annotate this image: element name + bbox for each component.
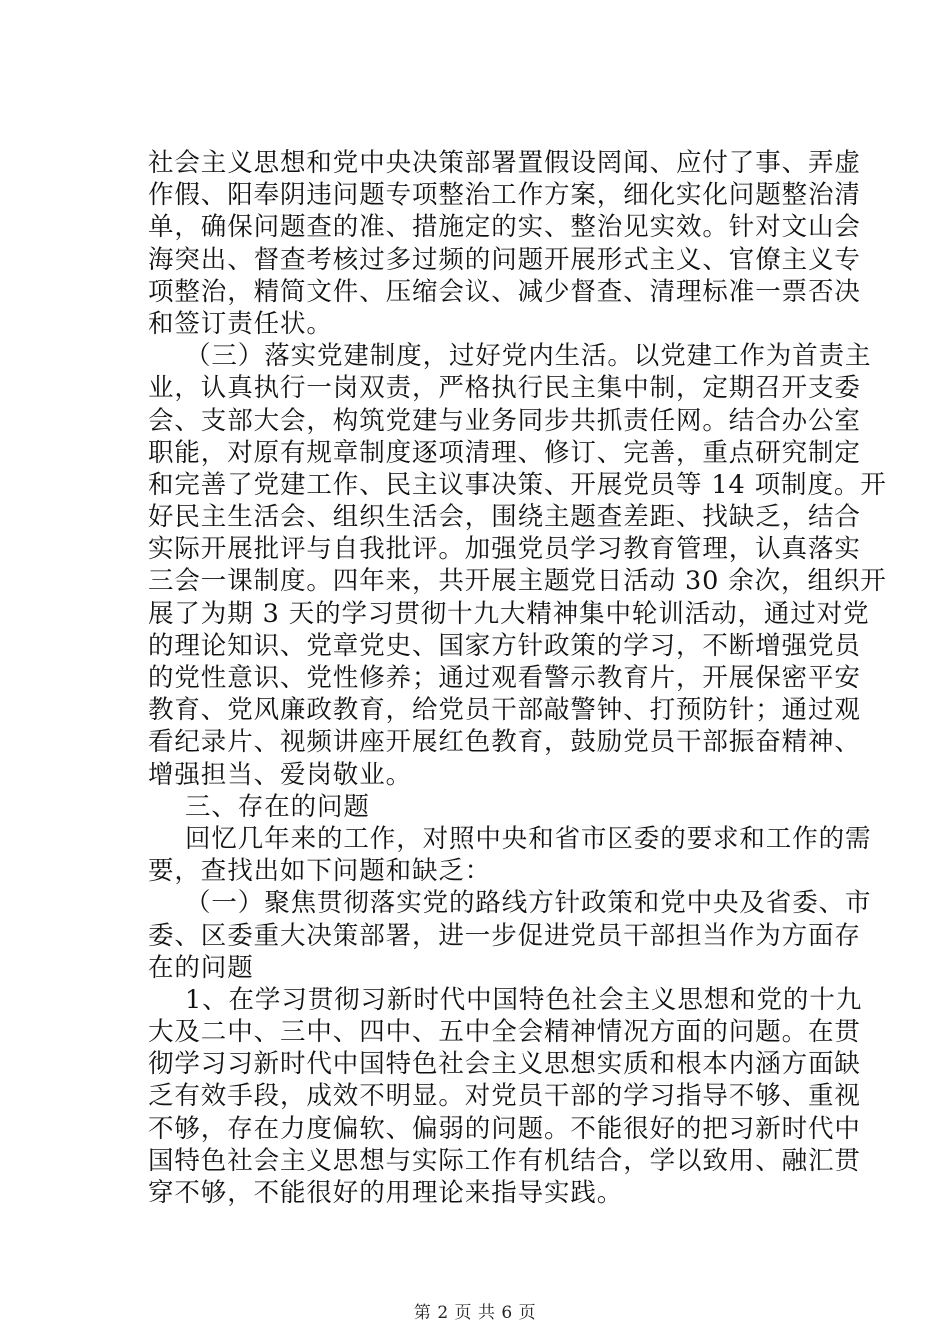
text-line: 国特色社会主义思想与实际工作有机结合，学以致用、融汇贯	[148, 1145, 861, 1176]
text-line: 实际开展批评与自我批评。加强党员学习教育管理，认真落实	[148, 534, 861, 565]
section-heading-problems: 三、存在的问题	[185, 791, 370, 822]
text-line: 好民主生活会、组织生活会，围绕主题查差距、找缺乏，结合	[148, 502, 861, 533]
text-line: 1、在学习贯彻习新时代中国特色社会主义思想和党的十九	[185, 984, 863, 1015]
text-line: 回忆几年来的工作，对照中央和省市区委的要求和工作的需	[185, 823, 872, 854]
text-line: 社会主义思想和党中央决策部署置假设罔闻、应付了事、弄虚	[148, 148, 861, 178]
subsection-heading-1: （一）聚焦贯彻落实党的路线方针政策和党中央及省委、市	[185, 888, 872, 919]
text-line: 穿不够，不能很好的用理论来指导实践。	[148, 1178, 624, 1208]
text-line: 在的问题	[148, 952, 254, 983]
text-line: 项整治，精简文件、压缩会议、减少督查、清理标准一票否决	[148, 276, 861, 307]
text-line: 教育、党风廉政教育，给党员干部敲警钟、打预防针；通过观	[148, 695, 861, 726]
document-body	[148, 147, 887, 1209]
text-line: 的党性意识、党性修养；通过观看警示教育片，开展保密平安	[148, 663, 861, 693]
text-line: 看纪录片、视频讲座开展红色教育，鼓励党员干部振奋精神、	[148, 727, 861, 758]
section-heading-3: （三）落实党建制度，过好党内生活。以党建工作为首责主	[185, 341, 872, 372]
text-line: 乏有效手段，成效不明显。对党员干部的学习指导不够、重视	[148, 1081, 861, 1112]
text-line: 委、区委重大决策部署，进一步促进党员干部担当作为方面存	[148, 920, 861, 951]
text-line: 职能，对原有规章制度逐项清理、修订、完善，重点研究制定	[148, 437, 861, 468]
text-line: 会、支部大会，构筑党建与业务同步共抓责任网。结合办公室	[148, 405, 861, 436]
text-line: 增强担当、爱岗敬业。	[148, 759, 413, 790]
text-line: 单，确保问题查的准、措施定的实、整治见实效。针对文山会	[148, 212, 861, 243]
text-line: 作假、阳奉阴违问题专项整治工作方案，细化实化问题整治清	[148, 180, 861, 211]
text-line: 彻学习习新时代中国特色社会主义思想实质和根本内涵方面缺	[148, 1049, 861, 1080]
text-line: 海突出、督查考核过多过频的问题开展形式主义、官僚主义专	[148, 244, 861, 275]
text-line: 和签订责任状。	[148, 308, 333, 339]
text-line: 三会一课制度。四年来，共开展主题党日活动 30 余次，组织开	[148, 566, 887, 597]
text-line: 的理论知识、党章党史、国家方针政策的学习，不断增强党员	[148, 630, 861, 661]
text-line: 不够，存在力度偏软、偏弱的问题。不能很好的把习新时代中	[148, 1113, 861, 1144]
text-line: 业，认真执行一岗双责，严格执行民主集中制，定期召开支委	[148, 373, 861, 404]
text-line: 展了为期 3 天的学习贯彻十九大精神集中轮训活动，通过对党	[148, 598, 870, 629]
text-line: 大及二中、三中、四中、五中全会精神情况方面的问题。在贯	[148, 1017, 861, 1048]
text-line: 和完善了党建工作、民主议事决策、开展党员等 14 项制度。开	[148, 469, 887, 500]
text-line: 要，查找出如下问题和缺乏：	[148, 856, 492, 887]
page-number-footer: 第 2 页 共 6 页	[413, 1303, 537, 1323]
